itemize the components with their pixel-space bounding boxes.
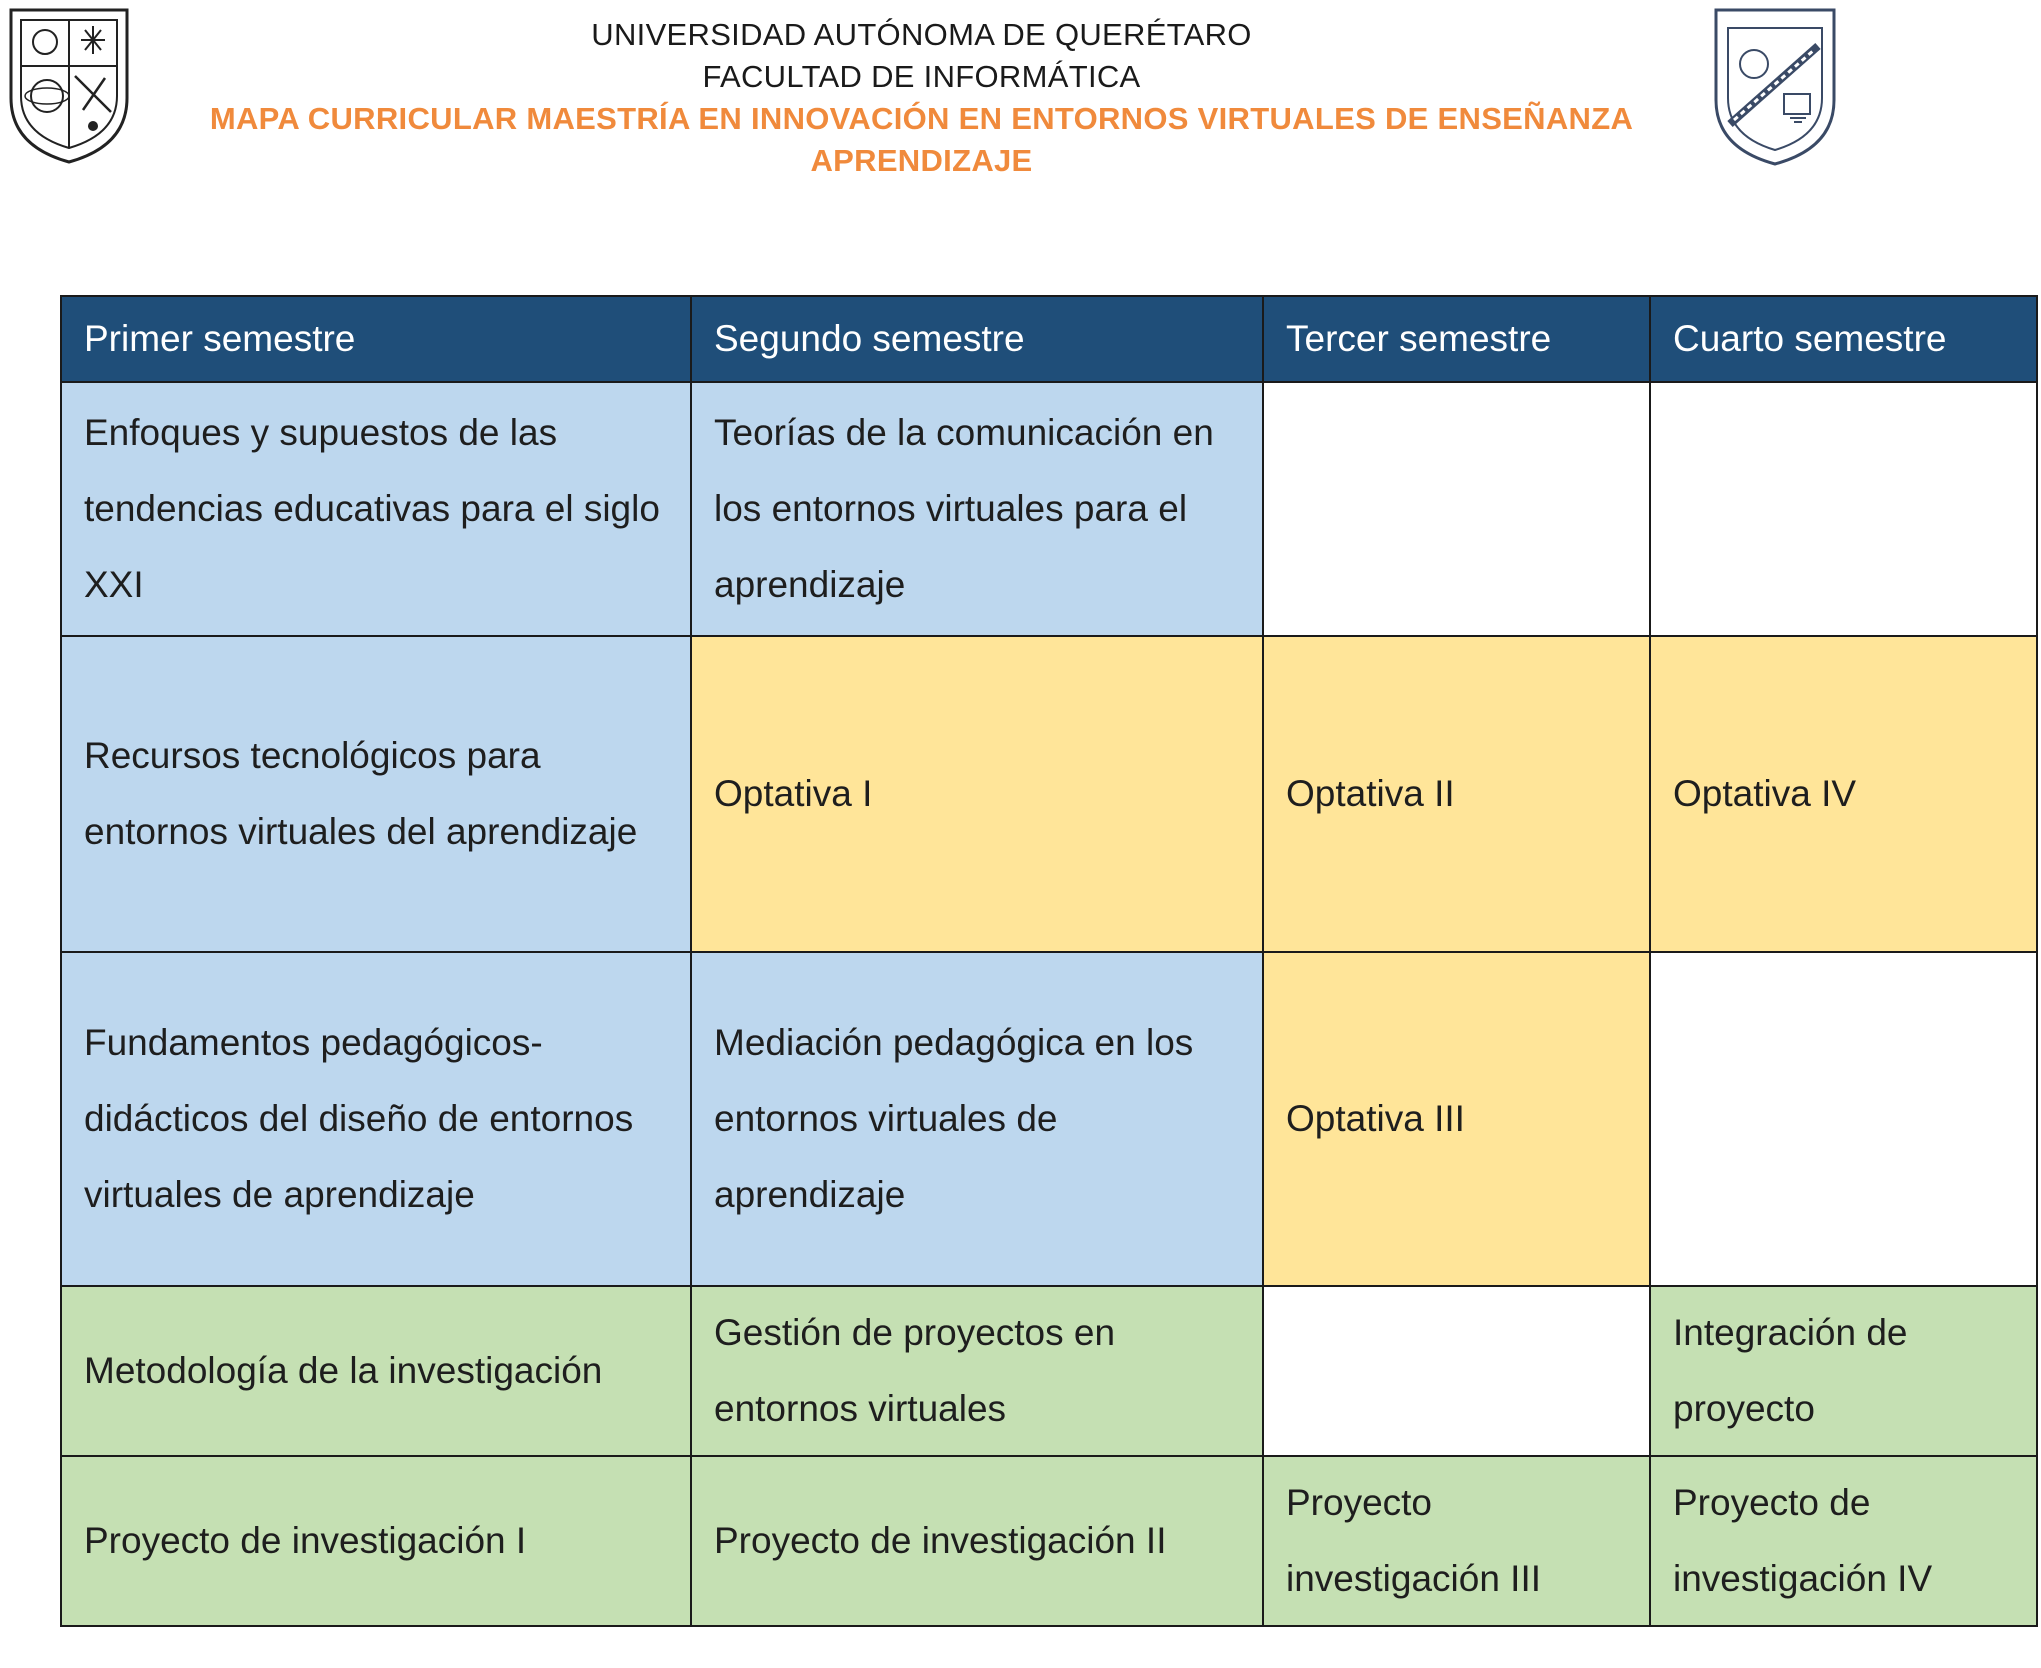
university-name: UNIVERSIDAD AUTÓNOMA DE QUERÉTARO xyxy=(591,17,1252,52)
table-cell-elective: Optativa II xyxy=(1263,636,1650,952)
faculty-name: FACULTAD DE INFORMÁTICA xyxy=(702,59,1141,94)
table-row xyxy=(61,382,2037,636)
table-cell-elective: Optativa IV xyxy=(1650,636,2037,952)
table-row xyxy=(61,1456,2037,1626)
document-header xyxy=(0,0,2041,200)
table-cell: Enfoques y supuestos de las tendencias educativas para el siglo XXI xyxy=(61,382,691,636)
table-cell-empty xyxy=(1650,952,2037,1286)
table-cell-elective: Optativa III xyxy=(1263,952,1650,1286)
table-cell: Integración de proyecto xyxy=(1650,1286,2037,1456)
column-header-fourth-semester: Cuarto semestre xyxy=(1650,296,2037,382)
table-cell: Fundamentos pedagógicos-didácticos del diseño de entornos virtuales de aprendizaje xyxy=(61,952,691,1286)
table-row xyxy=(61,1286,2037,1456)
column-header-first-semester: Primer semestre xyxy=(61,296,691,382)
header-titles xyxy=(0,14,1843,182)
table-cell: Proyecto investigación III xyxy=(1263,1456,1650,1626)
column-header-second-semester: Segundo semestre xyxy=(691,296,1263,382)
table-cell-empty xyxy=(1263,382,1650,636)
table-cell-empty xyxy=(1263,1286,1650,1456)
table-cell: Recursos tecnológicos para entornos virtuales del aprendizaje xyxy=(61,636,691,952)
column-header-third-semester: Tercer semestre xyxy=(1263,296,1650,382)
table-cell: Mediación pedagógica en los entornos virtuales de aprendizaje xyxy=(691,952,1263,1286)
table-cell-empty xyxy=(1650,382,2037,636)
faculty-seal-icon xyxy=(1710,6,1840,168)
curriculum-table xyxy=(60,295,2038,1627)
table-cell: Proyecto de investigación II xyxy=(691,1456,1263,1626)
table-cell: Proyecto de investigación I xyxy=(61,1456,691,1626)
program-title: MAPA CURRICULAR MAESTRÍA EN INNOVACIÓN EN ENTORNOS VIRTUALES DE ENSEÑANZA xyxy=(209,101,1634,136)
table-cell-elective: Optativa I xyxy=(691,636,1263,952)
program-title-continued: APRENDIZAJE xyxy=(810,143,1033,178)
table-cell: Teorías de la comunicación en los entornos virtuales para el aprendizaje xyxy=(691,382,1263,636)
table-cell: Metodología de la investigación xyxy=(61,1286,691,1456)
table-row xyxy=(61,636,2037,952)
table-cell: Proyecto de investigación IV xyxy=(1650,1456,2037,1626)
table-cell: Gestión de proyectos en entornos virtuales xyxy=(691,1286,1263,1456)
table-header-row xyxy=(61,296,2037,382)
table-row xyxy=(61,952,2037,1286)
